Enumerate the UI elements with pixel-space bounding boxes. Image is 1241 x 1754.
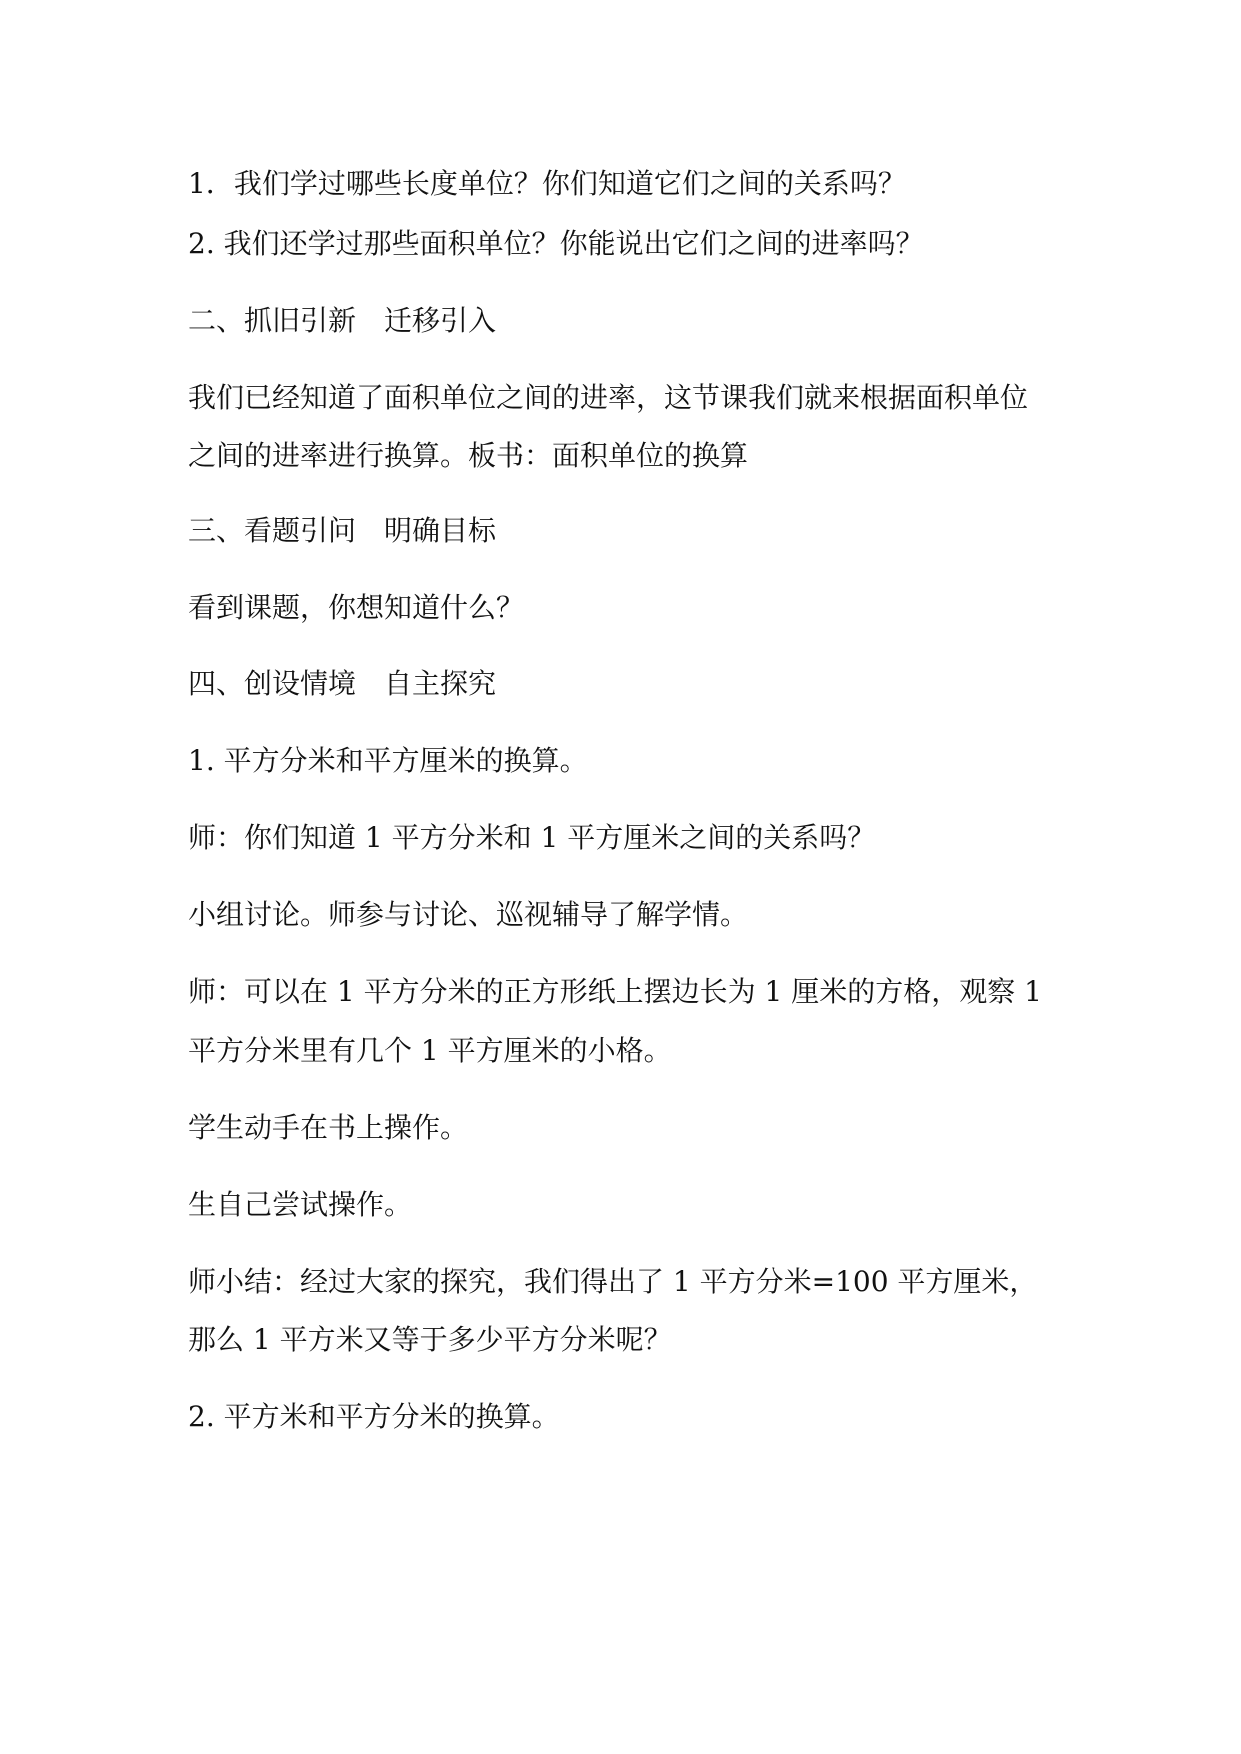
subsection-2-title: 2. 平方米和平方分米的换算。 (188, 1400, 560, 1433)
teacher-question: 师：你们知道 1 平方分米和 1 平方厘米之间的关系吗？ (188, 821, 876, 854)
student-activity: 学生动手在书上操作。 (188, 1111, 469, 1144)
student-try: 生自己尝试操作。 (188, 1188, 413, 1221)
section-heading-3: 三、看题引问 明确目标 (188, 514, 497, 547)
question-length-units: 1．我们学过哪些长度单位？你们知道它们之间的关系吗？ (188, 167, 906, 200)
question-area-units: 2. 我们还学过那些面积单位？你能说出它们之间的进率吗？ (188, 227, 924, 260)
section-heading-2: 二、抓旧引新 迁移引入 (188, 304, 497, 337)
question-topic: 看到课题，你想知道什么？ (188, 591, 525, 624)
intro-paragraph-line-2: 之间的进率进行换算。板书：面积单位的换算 (188, 439, 749, 472)
teacher-instruction-line-2: 平方分米里有几个 1 平方厘米的小格。 (188, 1034, 672, 1067)
teacher-summary-line-2: 那么 1 平方米又等于多少平方分米呢？ (188, 1323, 672, 1356)
section-heading-4: 四、创设情境 自主探究 (188, 667, 497, 700)
intro-paragraph-line-1: 我们已经知道了面积单位之间的进率，这节课我们就来根据面积单位 (188, 381, 1029, 414)
teacher-summary-line-1: 师小结：经过大家的探究，我们得出了 1 平方分米=100 平方厘米， (188, 1265, 1038, 1298)
group-discussion: 小组讨论。师参与讨论、巡视辅导了解学情。 (188, 898, 749, 931)
teacher-instruction-line-1: 师：可以在 1 平方分米的正方形纸上摆边长为 1 厘米的方格，观察 1 (188, 975, 1042, 1008)
subsection-1-title: 1. 平方分米和平方厘米的换算。 (188, 744, 588, 777)
